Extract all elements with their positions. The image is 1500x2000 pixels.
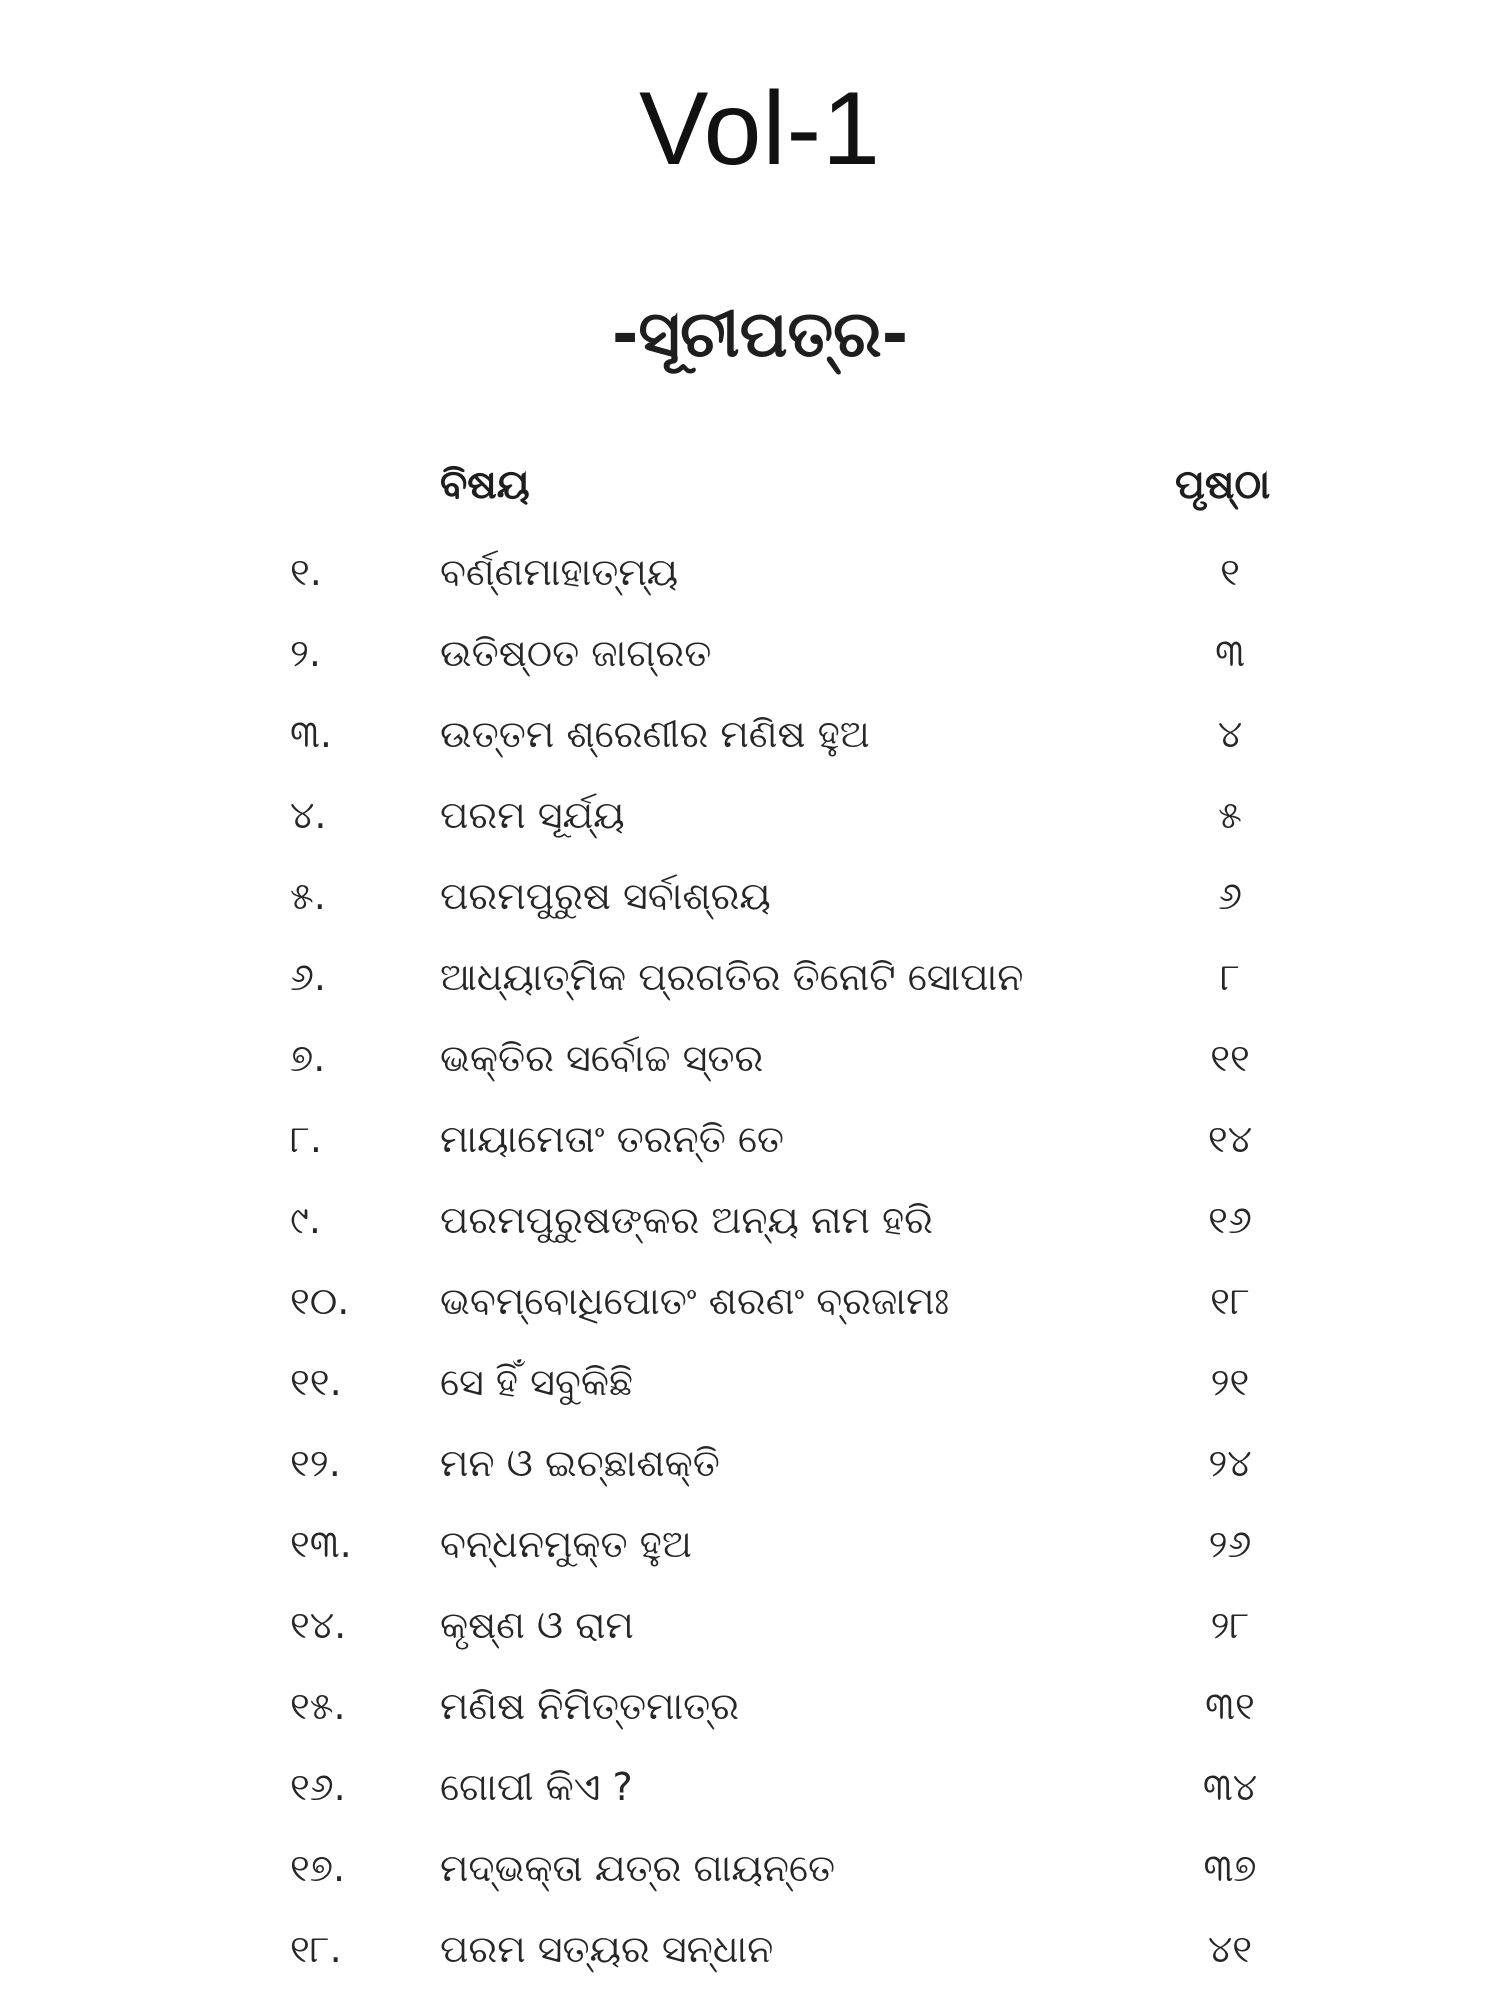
entry-title: ମନ ଓ ଇଚ୍ଛାଶକ୍ତି — [440, 1441, 720, 1485]
entry-title: ମାୟାମେତାଂ ତରନ୍ତି ତେ — [440, 1117, 785, 1161]
entry-title: ଭକ୍ତିର ସର୍ବୋଚ୍ଚ ସ୍ତର — [440, 1036, 764, 1080]
toc-entry — [0, 862, 1500, 943]
toc-entry — [0, 538, 1500, 619]
entry-number: ୧୦. — [290, 1279, 350, 1323]
entry-page: ୧୬ — [1208, 1198, 1252, 1242]
entry-number: ୯. — [290, 1198, 321, 1242]
entry-number: ୧୪. — [290, 1603, 347, 1647]
entry-page: ୨୮ — [1210, 1603, 1250, 1647]
entry-number: ୫. — [290, 874, 326, 918]
toc-entry — [0, 943, 1500, 1024]
toc-list — [0, 538, 1500, 1996]
entry-title: କୃଷ୍ଣ ଓ ରାମ — [440, 1603, 634, 1647]
entry-page: ୧୧ — [1210, 1036, 1250, 1080]
toc-entry — [0, 1024, 1500, 1105]
entry-page: ୨୬ — [1208, 1522, 1252, 1566]
entry-title: ମଦ୍‌ଭକ୍ତା ଯତ୍ର ଗାୟନ୍ତେ — [440, 1846, 836, 1890]
toc-entry — [0, 1915, 1500, 1996]
entry-number: ୧୬. — [290, 1765, 346, 1809]
table-of-contents-heading: -ସୂଚୀପତ୍ର- — [611, 298, 909, 372]
toc-entry — [0, 781, 1500, 862]
entry-page: ୬ — [1218, 874, 1242, 918]
toc-entry — [0, 1672, 1500, 1753]
entry-number: ୩. — [290, 712, 332, 756]
entry-title: ସେ ହିଁ ସବୁକିଛି — [440, 1360, 633, 1404]
entry-number: ୭. — [290, 1036, 326, 1080]
toc-entry — [0, 1105, 1500, 1186]
toc-entry — [0, 1186, 1500, 1267]
toc-entry — [0, 1591, 1500, 1672]
entry-title: ଭବମ୍ବୋଧିପୋତଂ ଶରଣଂ ବ୍ରଜାମଃ — [440, 1279, 950, 1323]
entry-number: ୧୩. — [290, 1522, 352, 1566]
entry-page: ୪ — [1217, 712, 1243, 756]
entry-title: ଉତ୍ତମ ଶ୍ରେଣୀର ମଣିଷ ହୁଅ — [440, 712, 870, 756]
entry-page: ୨୧ — [1210, 1360, 1250, 1404]
entry-page: ୪୧ — [1207, 1927, 1253, 1971]
entry-title: ପରମ ସୂର୍ଯ୍ୟ — [440, 793, 625, 837]
entry-title: ପରମପୁରୁଷ ସର୍ବାଶ୍ରୟ — [440, 874, 771, 918]
entry-title: ଉତିଷ୍ଠତ ଜାଗ୍ରତ — [440, 631, 712, 675]
entry-page: ୧ — [1220, 550, 1240, 594]
entry-number: ୧. — [290, 550, 322, 594]
entry-title: ବର୍ଣ୍ଣମାହାତ୍ମ୍ୟ — [440, 550, 679, 594]
entry-number: ୧୭. — [290, 1846, 346, 1890]
entry-title: ବନ୍ଧନମୁକ୍ତ ହୁଅ — [440, 1522, 692, 1566]
entry-number: ୧୧. — [290, 1360, 342, 1404]
entry-page: ୩ — [1215, 631, 1245, 675]
entry-page: ୧୮ — [1210, 1279, 1250, 1323]
entry-page: ୮ — [1220, 955, 1240, 999]
toc-entry — [0, 1267, 1500, 1348]
volume-title: Vol-1 — [638, 71, 882, 187]
entry-page: ୨୪ — [1208, 1441, 1252, 1485]
entry-number: ୬. — [290, 955, 326, 999]
page-column-header: ପୃଷ୍ଠା — [1175, 462, 1271, 508]
entry-page: ୩୭ — [1203, 1846, 1257, 1890]
toc-entry — [0, 700, 1500, 781]
entry-page: ୩୧ — [1205, 1684, 1255, 1728]
entry-number: ୪. — [290, 793, 327, 837]
entry-number: ୧୨. — [290, 1441, 341, 1485]
toc-entry — [0, 619, 1500, 700]
entry-number: ୧୮. — [290, 1927, 342, 1971]
toc-entry — [0, 1753, 1500, 1834]
entry-number: ୨. — [290, 631, 322, 675]
entry-title: ଆଧ୍ୟାତ୍ମିକ ପ୍ରଗତିର ତିନୋଟି ସୋପାନ — [440, 955, 1024, 999]
subject-column-header: ବିଷୟ — [440, 462, 530, 508]
toc-entry — [0, 1834, 1500, 1915]
entry-page: ୫ — [1218, 793, 1242, 837]
entry-title: ଗୋପୀ କିଏ ? — [440, 1765, 633, 1809]
entry-number: ୮. — [290, 1117, 322, 1161]
entry-title: ପରମପୁରୁଷଙ୍କର ଅନ୍ୟ ନାମ ହରି — [440, 1198, 933, 1242]
entry-title: ମଣିଷ ନିମିତ୍ତମାତ୍ର — [440, 1684, 740, 1728]
toc-entry — [0, 1429, 1500, 1510]
toc-entry — [0, 1510, 1500, 1591]
entry-title: ପରମ ସତ୍ୟର ସନ୍ଧାନ — [440, 1927, 774, 1971]
entry-page: ୧୪ — [1207, 1117, 1253, 1161]
entry-page: ୩୪ — [1202, 1765, 1258, 1809]
toc-entry — [0, 1348, 1500, 1429]
entry-number: ୧୫. — [290, 1684, 346, 1728]
